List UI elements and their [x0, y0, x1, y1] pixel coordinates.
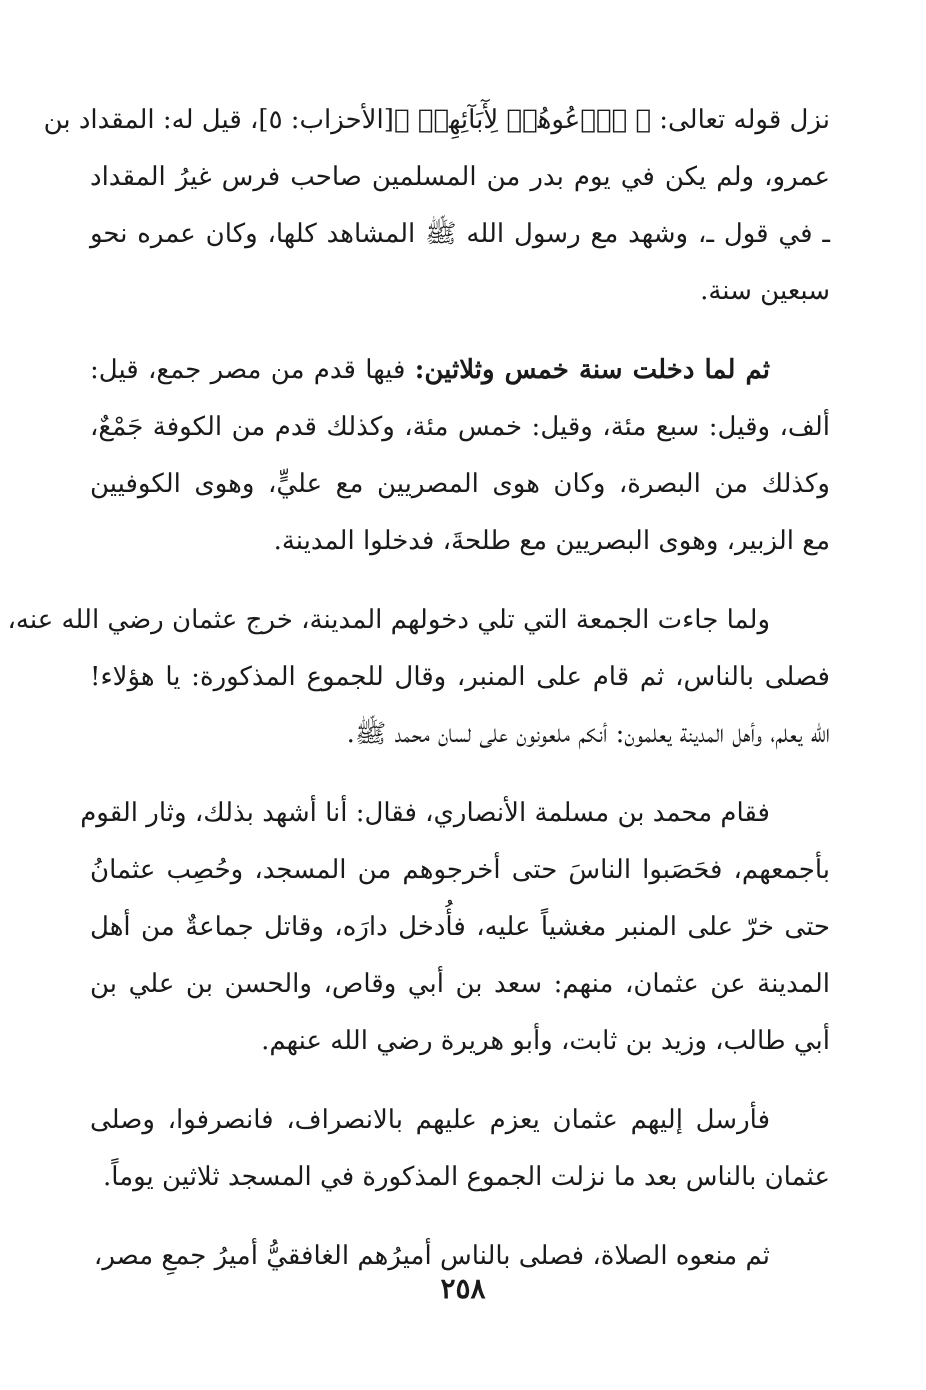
text-line: عمرو، ولم يكن في يوم بدر من المسلمين صاحب فرس غيرُ المقداد — [90, 162, 830, 192]
text-line: سبعين سنة. — [700, 276, 830, 306]
text-line: ـ في قول ـ، وشهد مع رسول الله ﷺ المشاهد كلها، وكان عمره نحو — [90, 219, 831, 249]
paragraph-3 — [7, 592, 830, 763]
section-heading: ثم لما دخلت سنة خمس وثلاثين: — [414, 355, 771, 385]
paragraph-4 — [80, 785, 830, 1070]
paragraph-5 — [90, 1092, 830, 1206]
text-line: فأرسل إليهم عثمان يعزم عليهم بالانصراف، فانصرفوا، وصلى — [90, 1105, 770, 1135]
text-run: فيها قدم من مصر جمع، قيل: — [90, 355, 415, 385]
text-line: مع الزبير، وهوى البصريين مع طلحةَ، فدخلوا المدينة. — [273, 526, 830, 556]
text-line: المدينة عن عثمان، منهم: سعد بن أبي وقاص، والحسن بن علي بن — [90, 969, 830, 999]
text-line: فقام محمد بن مسلمة الأنصاري، فقال: أنا أشهد بذلك، وثار القوم — [80, 798, 770, 828]
text-line: فصلى بالناس، ثم قام على المنبر، وقال للجموع المذكورة: يا هؤلاء! — [90, 662, 830, 692]
text-line: الله يعلم، وأهل المدينة يعلمون: أنكم ملعونون على لسان محمد ﷺ. — [346, 719, 830, 749]
text-line: وكذلك من البصرة، وكان هوى المصريين مع عليٍّ، وهوى الكوفيين — [90, 469, 830, 499]
text-line: ثم منعوه الصلاة، فصلى بالناس أميرُهم الغافقيُّ أميرُ جمعِ مصر، — [93, 1241, 770, 1271]
text-line: عثمان بالناس بعد ما نزلت الجموع المذكورة في المسجد ثلاثين يوماً. — [103, 1162, 830, 1192]
text-line: ولما جاءت الجمعة التي تلي دخولهم المدينة، خرج عثمان رضي الله عنه، — [7, 605, 770, 635]
text-line: ألف، وقيل: سبع مئة، وقيل: خمس مئة، وكذلك قدم من الكوفة جَمْعٌ، — [90, 412, 830, 442]
text-line: بأجمعهم، فحَصَبوا الناسَ حتى أخرجوهم من المسجد، وحُصِب عثمانُ — [90, 855, 830, 885]
page-number: ٢٥٨ — [440, 1272, 486, 1305]
text-line — [90, 342, 830, 399]
paragraph-1 — [43, 92, 831, 320]
paragraph-2 — [90, 342, 830, 570]
text-line: أبي طالب، وزيد بن ثابت، وأبو هريرة رضي الله عنهم. — [261, 1026, 830, 1056]
book-page — [7, 92, 831, 1332]
text-line: نزل قوله تعالى: ﴿ ٱدۡعُوهُمۡ لِأٓبَآئِهِمۡ ﴾[الأحزاب: ٥]، قيل له: المقداد بن — [43, 105, 830, 135]
text-line: حتى خرّ على المنبر مغشياً عليه، فأُدخل دارَه، وقاتل جماعةٌ من أهل — [90, 912, 830, 942]
